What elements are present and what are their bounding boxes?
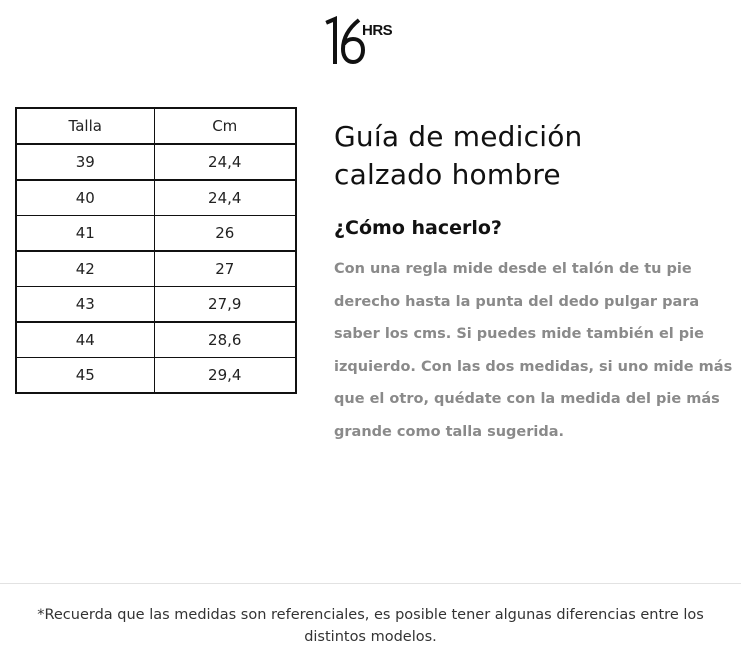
table-row — [16, 286, 296, 322]
size-cell: 42 — [16, 251, 154, 287]
svg-text:HRS: HRS — [362, 22, 393, 39]
size-cell: 39 — [16, 144, 154, 180]
cm-cell: 24,4 — [154, 180, 296, 216]
cm-cell: 27 — [154, 251, 296, 287]
how-to-heading: ¿Cómo hacerlo? — [334, 217, 502, 239]
page-title-line-2: calzado hombre — [334, 158, 561, 191]
instruction-line: izquierdo. Con las dos medidas, si uno mide más — [334, 358, 733, 375]
size-cell: 41 — [16, 215, 154, 251]
16hrs-logo-icon — [325, 16, 405, 68]
brand-logo — [325, 16, 405, 68]
table-row — [16, 144, 296, 180]
instruction-line: saber los cms. Si puedes mide también el pie — [334, 326, 704, 343]
page-title — [334, 118, 714, 194]
size-table — [15, 107, 297, 394]
column-header-size: Talla — [16, 108, 154, 144]
size-cell: 45 — [16, 357, 154, 393]
column-header-cm: Cm — [154, 108, 296, 144]
table-row — [16, 251, 296, 287]
size-cell: 40 — [16, 180, 154, 216]
disclaimer-note — [0, 604, 741, 648]
table-header-row — [16, 108, 296, 144]
page-title-line-1: Guía de medición — [334, 120, 583, 153]
size-cell: 44 — [16, 322, 154, 358]
cm-cell: 27,9 — [154, 286, 296, 322]
cm-cell: 24,4 — [154, 144, 296, 180]
cm-cell: 26 — [154, 215, 296, 251]
disclaimer-line-2: distintos modelos. — [304, 629, 437, 645]
instruction-line: grande como talla sugerida. — [334, 423, 565, 440]
instruction-line: que el otro, quédate con la medida del pie más — [334, 391, 720, 408]
size-cell: 43 — [16, 286, 154, 322]
table-row — [16, 322, 296, 358]
cm-cell: 29,4 — [154, 357, 296, 393]
table-row — [16, 215, 296, 251]
table-row — [16, 357, 296, 393]
footer-divider — [0, 583, 741, 584]
disclaimer-line-1: *Recuerda que las medidas son referenciales, es posible tener algunas diferencias entre los — [37, 607, 704, 623]
instruction-line: Con una regla mide desde el talón de tu pie — [334, 261, 692, 277]
how-to-instructions — [334, 253, 733, 449]
table-row — [16, 180, 296, 216]
cm-cell: 28,6 — [154, 322, 296, 358]
instruction-line: derecho hasta la punta del dedo pulgar para — [334, 293, 700, 310]
